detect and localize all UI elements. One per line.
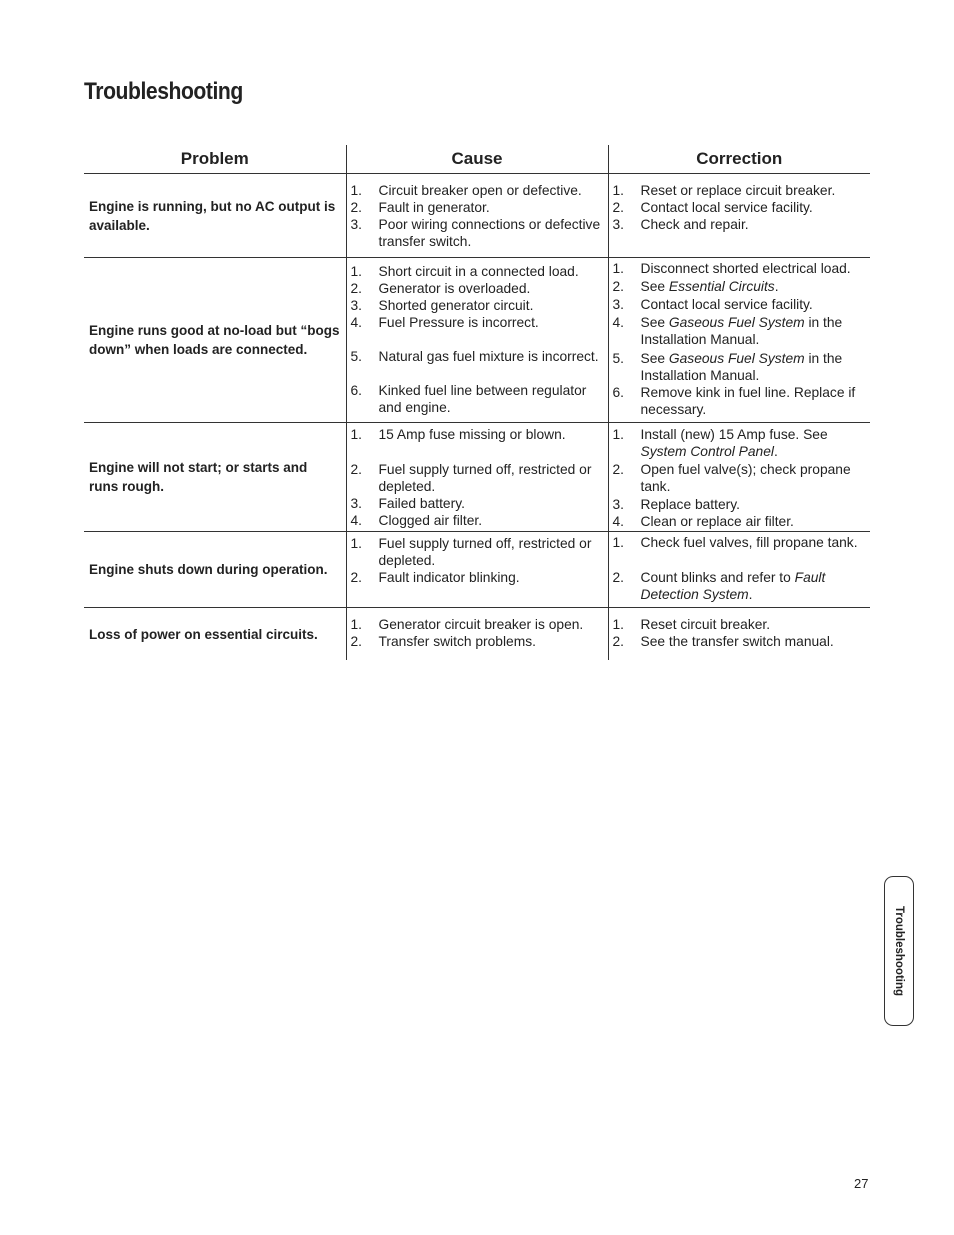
cause-cell	[346, 608, 608, 661]
item-number: 1.	[350, 264, 363, 279]
table-row	[84, 608, 870, 661]
item-number: 2.	[612, 462, 625, 477]
correction-cell	[608, 608, 870, 661]
item-text: Disconnect shorted electrical load.	[640, 261, 851, 276]
list-item	[609, 350, 871, 384]
item-number: 2.	[612, 200, 625, 215]
correction-cell-list	[609, 608, 871, 660]
item-text: Replace battery.	[640, 497, 740, 512]
item-number: 1.	[612, 183, 625, 198]
item-text: Reset or replace circuit breaker.	[640, 183, 836, 198]
item-text: Reset circuit breaker.	[640, 617, 771, 632]
item-number: 3.	[350, 496, 363, 511]
list-item	[609, 199, 871, 216]
item-reference: Gaseous Fuel System	[668, 315, 805, 330]
item-number: 2.	[350, 200, 363, 215]
page-title: Troubleshooting	[84, 78, 243, 105]
item-text: 15 Amp fuse missing or blown.	[378, 427, 566, 442]
item-number: 1.	[612, 535, 625, 550]
list-item	[609, 314, 871, 348]
item-reference: Fault Detection System	[640, 570, 826, 602]
item-text-after: in the Installation Manual.	[640, 315, 843, 347]
item-number: 1.	[350, 617, 363, 632]
list-item	[609, 633, 871, 650]
item-text: Short circuit in a connected load.	[378, 264, 579, 279]
list-item	[347, 280, 608, 297]
troubleshooting-table	[84, 145, 870, 660]
list-item	[347, 633, 608, 650]
item-number: 3.	[612, 217, 625, 232]
item-text: Remove kink in fuel line. Replace if necessary.	[640, 385, 856, 417]
table-row	[84, 423, 870, 532]
item-number: 3.	[350, 298, 363, 313]
list-item	[609, 496, 871, 513]
item-text: Clean or replace air filter.	[640, 514, 794, 529]
list-item	[609, 384, 871, 418]
item-text: Generator is overloaded.	[378, 281, 531, 296]
list-item	[347, 569, 608, 586]
item-text: Fuel Pressure is incorrect.	[378, 315, 539, 330]
item-text: See	[640, 279, 669, 294]
list-item	[347, 616, 608, 633]
list-item	[609, 182, 871, 199]
item-number: 1.	[612, 617, 625, 632]
item-text: Contact local service facility.	[640, 297, 813, 312]
item-text: Poor wiring connections or defective transfer switch.	[378, 217, 601, 249]
problem-cell: Loss of power on essential circuits.	[89, 626, 318, 642]
item-number: 1.	[350, 536, 363, 551]
problem-cell: Engine will not start; or starts and runs rough.	[84, 423, 346, 532]
list-item	[347, 535, 608, 569]
item-number: 1.	[350, 183, 363, 198]
header-cause: Cause	[346, 145, 608, 174]
correction-cell-list	[609, 174, 871, 257]
list-item	[609, 569, 871, 603]
correction-cell-list	[609, 423, 871, 531]
item-number: 5.	[350, 349, 363, 364]
item-text-after: .	[748, 587, 753, 602]
item-number: 4.	[612, 315, 625, 330]
table-row	[84, 174, 870, 258]
item-number: 2.	[612, 634, 625, 649]
list-item	[347, 461, 608, 495]
table-body	[84, 174, 870, 661]
list-item	[609, 296, 871, 313]
item-text: Fuel supply turned off, restricted or depleted.	[378, 536, 592, 568]
item-reference: Gaseous Fuel System	[668, 351, 805, 366]
correction-cell	[608, 423, 870, 532]
list-item	[347, 314, 608, 331]
item-text: Kinked fuel line between regulator and engine.	[378, 383, 587, 415]
table-row	[84, 532, 870, 608]
item-text-after: in the Installation Manual.	[640, 351, 843, 383]
item-number: 1.	[350, 427, 363, 442]
item-text: See	[640, 351, 669, 366]
item-text: See the transfer switch manual.	[640, 634, 834, 649]
item-text: Circuit breaker open or defective.	[378, 183, 582, 198]
item-number: 5.	[612, 351, 625, 366]
item-text: Shorted generator circuit.	[378, 298, 534, 313]
item-number: 2.	[350, 281, 363, 296]
table-row	[84, 258, 870, 423]
list-item	[609, 260, 871, 277]
problem-cell: Engine shuts down during operation.	[84, 532, 346, 608]
item-text: Fuel supply turned off, restricted or depleted.	[378, 462, 592, 494]
item-number: 6.	[350, 383, 363, 398]
list-item	[347, 495, 608, 512]
list-item	[609, 216, 871, 233]
problem-cell: Engine runs good at no-load but “bogs down” when loads are connected.	[84, 258, 346, 423]
item-number: 6.	[612, 385, 625, 400]
correction-cell	[608, 532, 870, 608]
list-item	[609, 534, 871, 551]
item-text: Contact local service facility.	[640, 200, 813, 215]
header-correction: Correction	[608, 145, 870, 174]
item-number: 4.	[350, 513, 363, 528]
correction-cell	[608, 174, 870, 258]
item-number: 3.	[612, 297, 625, 312]
item-number: 3.	[612, 497, 625, 512]
correction-cell	[608, 258, 870, 423]
item-text: Fault indicator blinking.	[378, 570, 520, 585]
section-tab	[884, 876, 914, 1026]
item-number: 2.	[350, 462, 363, 477]
item-number: 4.	[350, 315, 363, 330]
cause-cell-list	[347, 608, 608, 660]
item-text: Check and repair.	[640, 217, 749, 232]
cause-cell-list	[347, 174, 608, 257]
item-number: 2.	[350, 634, 363, 649]
item-text: Clogged air filter.	[378, 513, 483, 528]
item-text: Fault in generator.	[378, 200, 490, 215]
list-item	[609, 616, 871, 633]
item-number: 1.	[612, 261, 625, 276]
item-text-after: .	[773, 444, 778, 459]
item-number: 2.	[612, 570, 625, 585]
cause-cell	[346, 423, 608, 532]
cause-cell-list	[347, 532, 608, 607]
list-item	[347, 426, 608, 443]
list-item	[609, 461, 871, 495]
list-item	[347, 297, 608, 314]
page-number: 27	[854, 1176, 869, 1191]
correction-cell-list	[609, 258, 871, 422]
cause-cell	[346, 258, 608, 423]
correction-cell-list	[609, 532, 871, 607]
item-number: 3.	[350, 217, 363, 232]
list-item	[347, 182, 608, 199]
item-number: 2.	[350, 570, 363, 585]
list-item	[347, 263, 608, 280]
list-item	[609, 426, 871, 460]
header-problem: Problem	[84, 145, 346, 174]
list-item	[347, 512, 608, 529]
item-number: 1.	[612, 427, 625, 442]
item-text-after: .	[774, 279, 779, 294]
list-item	[347, 199, 608, 216]
list-item	[609, 513, 871, 530]
item-number: 2.	[612, 279, 625, 294]
list-item	[347, 216, 608, 250]
list-item	[347, 382, 608, 416]
problem-cell: Engine is running, but no AC output is available.	[84, 174, 346, 258]
item-text: Check fuel valves, fill propane tank.	[640, 535, 858, 550]
item-text: See	[640, 315, 669, 330]
section-tab-label: Troubleshooting	[893, 905, 905, 997]
item-text: Install (new) 15 Amp fuse. See	[640, 427, 828, 442]
item-text: Failed battery.	[378, 496, 465, 511]
cause-cell-list	[347, 423, 608, 531]
item-text: Open fuel valve(s); check propane tank.	[640, 462, 851, 494]
cause-cell	[346, 174, 608, 258]
item-text: Generator circuit breaker is open.	[378, 617, 584, 632]
item-text: Count blinks and refer to	[640, 570, 795, 585]
cause-cell-list	[347, 258, 608, 422]
item-text: Natural gas fuel mixture is incorrect.	[378, 349, 599, 364]
item-reference: Essential Circuits	[668, 279, 775, 294]
list-item	[347, 348, 608, 365]
item-number: 4.	[612, 514, 625, 529]
item-reference: System Control Panel	[640, 444, 774, 459]
cause-cell	[346, 532, 608, 608]
list-item	[609, 278, 871, 295]
item-text: Transfer switch problems.	[378, 634, 536, 649]
table-header-row	[84, 145, 870, 174]
